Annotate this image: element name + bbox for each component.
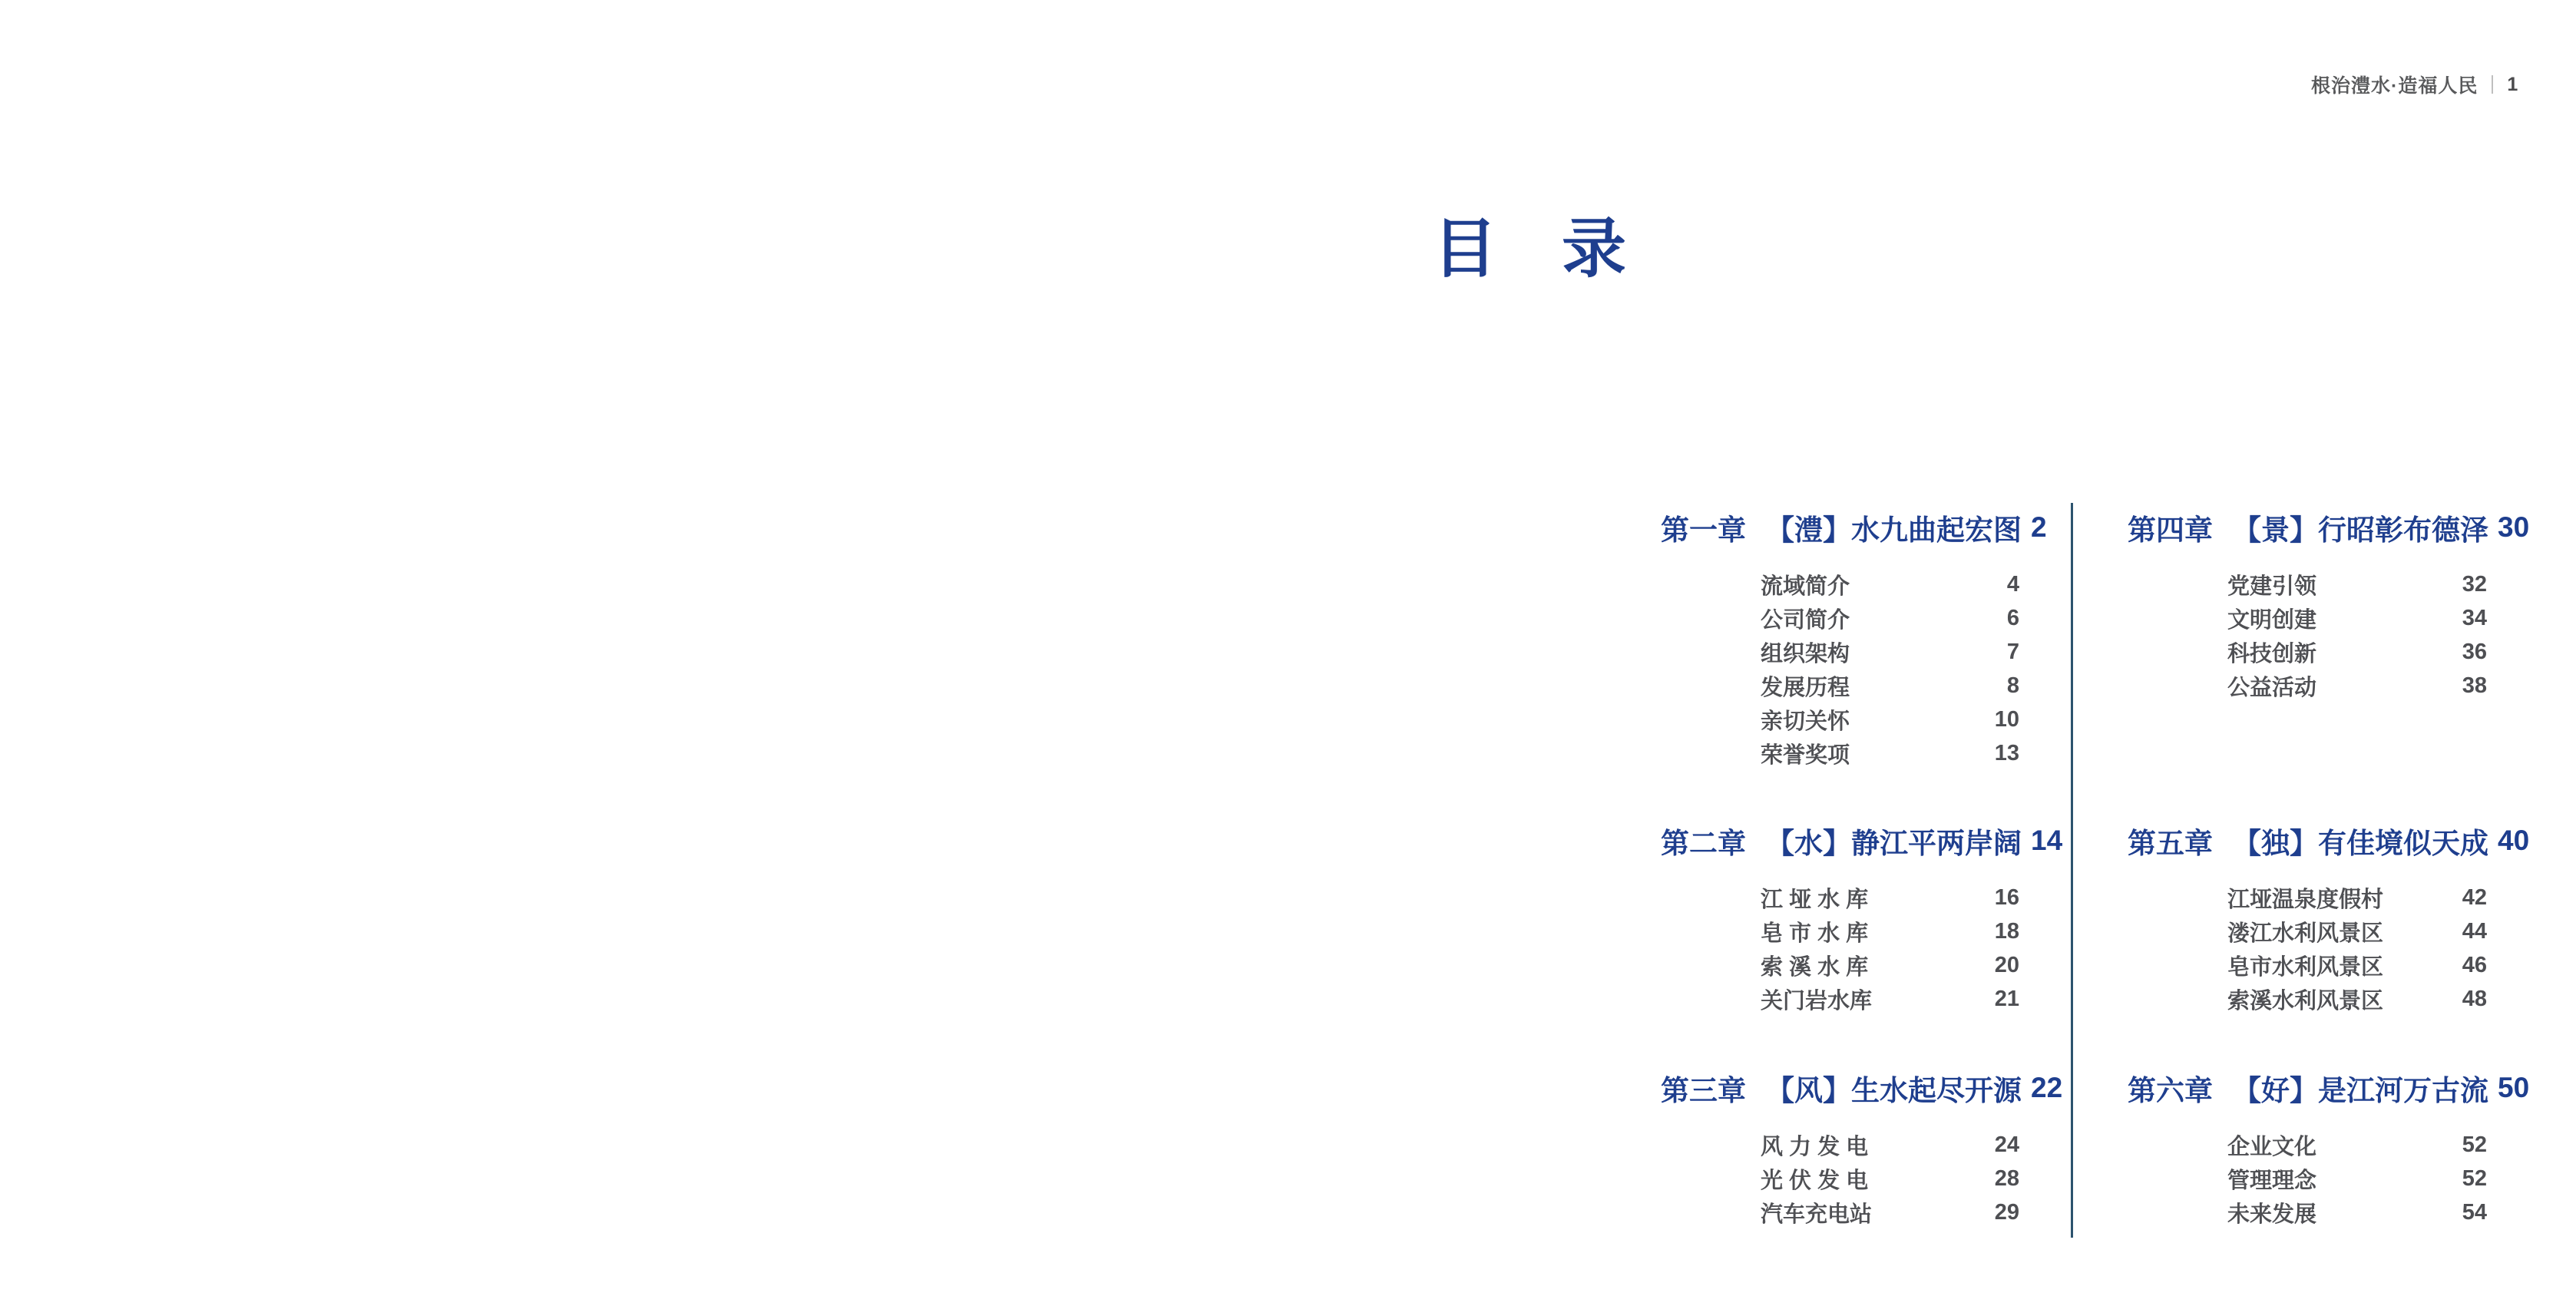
chapter-number: 第一章 [1661,514,1746,546]
toc-item-label: 组织架构 [1761,641,1850,666]
toc-item-label: 发展历程 [1761,675,1850,700]
chapter-items [1761,881,2019,1016]
toc-chapter-6 [2128,1071,2530,1229]
toc-item-page: 42 [2462,884,2487,910]
header-slogan: 根治澧水·造福人民 [2311,75,2478,97]
toc-item-page: 44 [2462,918,2487,944]
toc-item-page: 6 [2006,605,2019,630]
toc-item [2227,881,2487,914]
toc-item-page: 36 [2462,639,2487,664]
table-of-contents [1661,511,2530,1249]
toc-item-page: 8 [2006,673,2019,698]
toc-item-label: 关门岩水库 [1761,988,1873,1013]
toc-item-page: 13 [1994,740,2019,765]
chapter-heading [1661,1071,2063,1106]
toc-item [1761,1128,2019,1162]
chapter-page-number: 2 [2031,511,2047,543]
toc-item-label: 风 力 发 电 [1761,1134,1869,1159]
column-divider-line [2071,503,2073,1238]
toc-item-label: 党建引领 [2227,574,2317,599]
toc-chapter-3 [1661,1071,2063,1229]
toc-item [1761,601,2019,635]
toc-item-page: 46 [2462,952,2487,977]
chapter-number: 第二章 [1661,828,1746,859]
chapter-number: 第六章 [2128,1075,2213,1106]
chapter-items [2227,567,2487,703]
chapter-items [2227,881,2487,1016]
chapter-page-number: 22 [2031,1072,2063,1103]
toc-item-page: 32 [2462,571,2487,597]
toc-item [2227,982,2487,1016]
toc-item [2227,948,2487,982]
toc-item-label: 光 伏 发 电 [1761,1168,1869,1193]
chapter-heading [1661,511,2047,546]
toc-item-page: 7 [2006,639,2019,664]
chapter-title: 【澧】水九曲起宏图 [1766,514,2022,546]
toc-item-page: 34 [2462,605,2487,630]
toc-item-page: 4 [2006,571,2019,597]
toc-item-page: 20 [1994,952,2019,977]
toc-item-page: 18 [1994,918,2019,944]
chapter-number: 第三章 [1661,1075,1746,1106]
toc-column-left [1661,511,2063,1249]
chapter-heading [1661,824,2063,859]
toc-item-page: 10 [1994,706,2019,732]
toc-chapter-1 [1661,511,2047,770]
chapter-title: 【水】静江平两岸阔 [1766,828,2022,859]
page-title: 目 录 [1433,213,1627,286]
chapter-heading [2128,1071,2530,1106]
toc-item [1761,1195,2019,1229]
chapter-items [1761,567,2019,770]
toc-item-label: 公司简介 [1761,607,1850,633]
page-header [2311,71,2518,98]
toc-item-label: 流域简介 [1761,574,1850,599]
toc-item [1761,1162,2019,1195]
toc-chapter-4 [2128,511,2530,703]
toc-item [2227,1195,2487,1229]
chapter-page-number: 30 [2498,511,2530,543]
toc-item-page: 28 [1994,1165,2019,1191]
toc-item-label: 皂市水利风景区 [2227,954,2384,980]
toc-item [2227,567,2487,601]
toc-item-label: 荣誉奖项 [1761,742,1850,768]
chapter-page-number: 40 [2498,825,2530,856]
chapter-heading [2128,511,2530,546]
toc-item-label: 企业文化 [2227,1134,2317,1159]
toc-item [1761,703,2019,736]
toc-item [2227,669,2487,703]
toc-item-label: 索溪水利风景区 [2227,988,2384,1013]
toc-item-label: 江垭温泉度假村 [2227,887,2384,912]
chapter-items [1761,1128,2019,1229]
chapter-title: 【风】生水起尽开源 [1766,1075,2022,1106]
toc-item-label: 文明创建 [2227,607,2317,633]
toc-chapter-5 [2128,824,2530,1016]
toc-item [1761,669,2019,703]
chapter-page-number: 14 [2031,825,2063,856]
toc-item-page: 38 [2462,673,2487,698]
toc-item-label: 溇江水利风景区 [2227,921,2384,946]
toc-item-page: 52 [2462,1165,2487,1191]
chapter-number: 第四章 [2128,514,2213,546]
toc-item-page: 16 [1994,884,2019,910]
toc-item [1761,736,2019,770]
toc-item [2227,1128,2487,1162]
toc-item-label: 江 垭 水 库 [1761,887,1869,912]
chapter-items [2227,1128,2487,1229]
toc-item-page: 48 [2462,986,2487,1011]
toc-item-label: 公益活动 [2227,675,2317,700]
chapter-title: 【好】是江河万古流 [2233,1075,2488,1106]
toc-item [1761,881,2019,914]
toc-item [1761,948,2019,982]
toc-item-label: 科技创新 [2227,641,2317,666]
toc-item-page: 29 [1994,1199,2019,1225]
toc-item [2227,1162,2487,1195]
toc-item [1761,982,2019,1016]
chapter-number: 第五章 [2128,828,2213,859]
toc-item-label: 汽车充电站 [1761,1202,1873,1227]
toc-item [1761,914,2019,948]
toc-item [2227,914,2487,948]
toc-item [1761,567,2019,601]
toc-item-label: 索 溪 水 库 [1761,954,1869,980]
header-page-number: 1 [2507,73,2519,95]
chapter-page-number: 50 [2498,1072,2530,1103]
toc-chapter-2 [1661,824,2063,1016]
header-divider [2492,75,2493,94]
toc-item-page: 54 [2462,1199,2487,1225]
toc-item-page: 24 [1994,1132,2019,1157]
chapter-title: 【独】有佳境似天成 [2233,828,2488,859]
toc-item-label: 未来发展 [2227,1202,2317,1227]
chapter-title: 【景】行昭彰布德泽 [2233,514,2488,546]
toc-item-label: 皂 市 水 库 [1761,921,1869,946]
chapter-heading [2128,824,2530,859]
toc-item [1761,635,2019,669]
toc-item-label: 亲切关怀 [1761,709,1850,734]
toc-column-right [2128,511,2530,1249]
toc-item-page: 21 [1994,986,2019,1011]
toc-item-label: 管理理念 [2227,1168,2317,1193]
toc-item [2227,601,2487,635]
toc-item [2227,635,2487,669]
toc-item-page: 52 [2462,1132,2487,1157]
